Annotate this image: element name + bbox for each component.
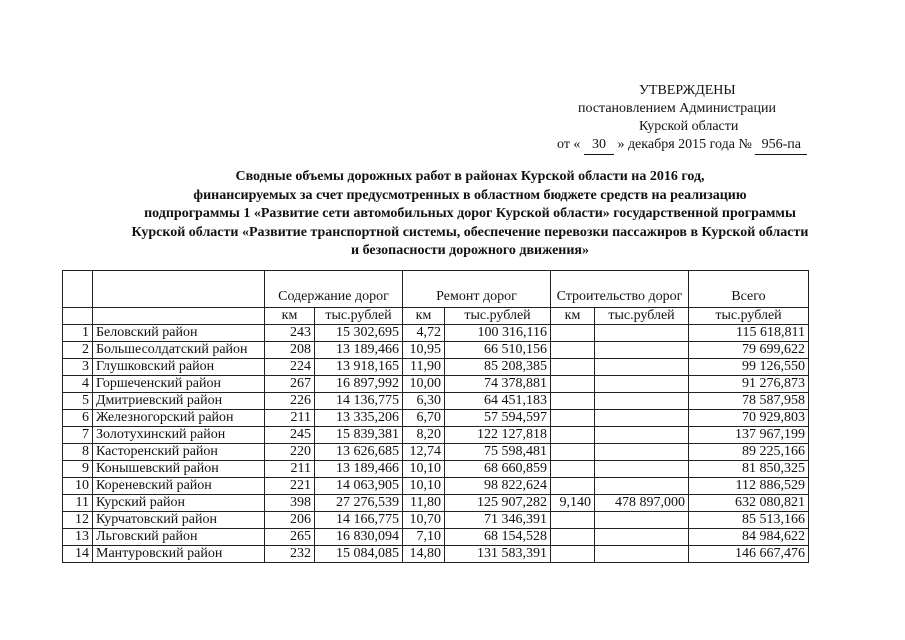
- header-construction: Строительство дорог: [551, 271, 689, 308]
- maintenance-km: 243: [265, 325, 315, 342]
- table-row: [63, 342, 809, 359]
- repair-km: 6,70: [403, 410, 445, 427]
- construction-rub: [595, 410, 689, 427]
- header-district-cell: [93, 271, 265, 308]
- unit-maintenance-rub: тыс.рублей: [315, 308, 403, 325]
- construction-rub: [595, 376, 689, 393]
- header-maintenance: Содержание дорог: [265, 271, 403, 308]
- maintenance-rub: 13 189,466: [315, 342, 403, 359]
- maintenance-km: 224: [265, 359, 315, 376]
- table-row: [63, 410, 809, 427]
- repair-km: 11,80: [403, 495, 445, 512]
- maintenance-km: 220: [265, 444, 315, 461]
- row-number: 7: [63, 427, 93, 444]
- maintenance-rub: 27 276,539: [315, 495, 403, 512]
- approval-date-day: 30: [584, 136, 614, 155]
- unit-construction-km: км: [551, 308, 595, 325]
- repair-km: 14,80: [403, 546, 445, 563]
- construction-rub: [595, 393, 689, 410]
- table-row: [63, 546, 809, 563]
- repair-rub: 57 594,597: [445, 410, 551, 427]
- construction-rub: [595, 546, 689, 563]
- title-line-4: Курской области «Развитие транспортной системы, обеспечение перевозки пассажиров в Курской области: [131, 224, 809, 240]
- table-row: [63, 529, 809, 546]
- construction-rub: [595, 478, 689, 495]
- repair-rub: 74 378,881: [445, 376, 551, 393]
- construction-rub: [595, 461, 689, 478]
- repair-rub: 68 154,528: [445, 529, 551, 546]
- row-number: 4: [63, 376, 93, 393]
- total-rub: 91 276,873: [689, 376, 809, 393]
- construction-rub: [595, 359, 689, 376]
- district-name: Кореневский район: [93, 478, 265, 495]
- row-number: 3: [63, 359, 93, 376]
- unit-repair-rub: тыс.рублей: [445, 308, 551, 325]
- construction-km: [551, 359, 595, 376]
- district-name: Беловский район: [93, 325, 265, 342]
- district-name: Курчатовский район: [93, 512, 265, 529]
- approval-resolution: постановлением Администрации: [578, 101, 776, 116]
- district-name: Льговский район: [93, 529, 265, 546]
- row-number: 8: [63, 444, 93, 461]
- row-number: 9: [63, 461, 93, 478]
- unit-number-cell: [63, 308, 93, 325]
- table-row: [63, 359, 809, 376]
- district-name: Мантуровский район: [93, 546, 265, 563]
- row-number: 10: [63, 478, 93, 495]
- construction-rub: [595, 512, 689, 529]
- total-rub: 84 984,622: [689, 529, 809, 546]
- table-row: [63, 427, 809, 444]
- row-number: 6: [63, 410, 93, 427]
- maintenance-rub: 15 084,085: [315, 546, 403, 563]
- construction-km: [551, 393, 595, 410]
- table-row: [63, 495, 809, 512]
- row-number: 13: [63, 529, 93, 546]
- approval-region: Курской области: [639, 119, 739, 134]
- repair-km: 12,74: [403, 444, 445, 461]
- repair-km: 8,20: [403, 427, 445, 444]
- approval-date-line: [545, 136, 845, 155]
- repair-km: 10,00: [403, 376, 445, 393]
- maintenance-rub: 16 830,094: [315, 529, 403, 546]
- unit-repair-km: км: [403, 308, 445, 325]
- repair-rub: 125 907,282: [445, 495, 551, 512]
- maintenance-rub: 15 302,695: [315, 325, 403, 342]
- construction-rub: 478 897,000: [595, 495, 689, 512]
- maintenance-km: 265: [265, 529, 315, 546]
- maintenance-km: 398: [265, 495, 315, 512]
- district-name: Глушковский район: [93, 359, 265, 376]
- construction-km: [551, 444, 595, 461]
- total-rub: 632 080,821: [689, 495, 809, 512]
- district-name: Конышевский район: [93, 461, 265, 478]
- total-rub: 89 225,166: [689, 444, 809, 461]
- repair-rub: 131 583,391: [445, 546, 551, 563]
- total-rub: 85 513,166: [689, 512, 809, 529]
- approval-date-prefix: от «: [557, 137, 581, 152]
- approval-date-middle: » декабря 2015 года №: [617, 137, 752, 152]
- title-line-5: и безопасности дорожного движения»: [351, 243, 589, 258]
- construction-km: [551, 461, 595, 478]
- total-rub: 81 850,325: [689, 461, 809, 478]
- table-group-header-row: [63, 271, 809, 308]
- row-number: 2: [63, 342, 93, 359]
- maintenance-km: 211: [265, 461, 315, 478]
- unit-maintenance-km: км: [265, 308, 315, 325]
- district-name: Железногорский район: [93, 410, 265, 427]
- maintenance-rub: 14 136,775: [315, 393, 403, 410]
- construction-km: [551, 478, 595, 495]
- total-rub: 137 967,199: [689, 427, 809, 444]
- title-line-1: Сводные объемы дорожных работ в районах Курской области на 2016 год,: [235, 169, 705, 184]
- total-rub: 112 886,529: [689, 478, 809, 495]
- district-name: Большесолдатский район: [93, 342, 265, 359]
- district-name: Золотухинский район: [93, 427, 265, 444]
- repair-km: 10,10: [403, 478, 445, 495]
- repair-rub: 98 822,624: [445, 478, 551, 495]
- table-row: [63, 325, 809, 342]
- construction-km: [551, 512, 595, 529]
- repair-rub: 100 316,116: [445, 325, 551, 342]
- table-row: [63, 461, 809, 478]
- construction-rub: [595, 342, 689, 359]
- row-number: 5: [63, 393, 93, 410]
- table-row: [63, 376, 809, 393]
- construction-km: [551, 529, 595, 546]
- maintenance-km: 232: [265, 546, 315, 563]
- repair-km: 10,10: [403, 461, 445, 478]
- maintenance-rub: 14 063,905: [315, 478, 403, 495]
- district-name: Курский район: [93, 495, 265, 512]
- construction-km: 9,140: [551, 495, 595, 512]
- repair-rub: 75 598,481: [445, 444, 551, 461]
- total-rub: 115 618,811: [689, 325, 809, 342]
- header-repair: Ремонт дорог: [403, 271, 551, 308]
- total-rub: 99 126,550: [689, 359, 809, 376]
- repair-km: 10,95: [403, 342, 445, 359]
- construction-rub: [595, 529, 689, 546]
- district-name: Дмитриевский район: [93, 393, 265, 410]
- unit-district-cell: [93, 308, 265, 325]
- construction-km: [551, 546, 595, 563]
- maintenance-rub: 13 918,165: [315, 359, 403, 376]
- construction-rub: [595, 325, 689, 342]
- maintenance-km: 221: [265, 478, 315, 495]
- construction-rub: [595, 444, 689, 461]
- total-rub: 70 929,803: [689, 410, 809, 427]
- maintenance-rub: 16 897,992: [315, 376, 403, 393]
- repair-rub: 64 451,183: [445, 393, 551, 410]
- repair-rub: 68 660,859: [445, 461, 551, 478]
- maintenance-rub: 14 166,775: [315, 512, 403, 529]
- total-rub: 79 699,622: [689, 342, 809, 359]
- approval-document-number: 956-па: [755, 136, 807, 155]
- repair-rub: 66 510,156: [445, 342, 551, 359]
- district-name: Касторенский район: [93, 444, 265, 461]
- table-row: [63, 444, 809, 461]
- maintenance-km: 226: [265, 393, 315, 410]
- title-line-2: финансируемых за счет предусмотренных в областном бюджете средств на реализацию: [193, 187, 747, 203]
- header-total: Всего: [689, 271, 809, 308]
- total-rub: 146 667,476: [689, 546, 809, 563]
- construction-km: [551, 325, 595, 342]
- row-number: 11: [63, 495, 93, 512]
- row-number: 1: [63, 325, 93, 342]
- unit-total-rub: тыс.рублей: [689, 308, 809, 325]
- maintenance-rub: 13 335,206: [315, 410, 403, 427]
- row-number: 12: [63, 512, 93, 529]
- table-unit-header-row: [63, 308, 809, 325]
- construction-km: [551, 427, 595, 444]
- table-body: [63, 271, 809, 563]
- repair-km: 11,90: [403, 359, 445, 376]
- repair-rub: 122 127,818: [445, 427, 551, 444]
- maintenance-km: 245: [265, 427, 315, 444]
- maintenance-rub: 15 839,381: [315, 427, 403, 444]
- unit-construction-rub: тыс.рублей: [595, 308, 689, 325]
- repair-rub: 85 208,385: [445, 359, 551, 376]
- construction-km: [551, 342, 595, 359]
- title-line-3: подпрограммы 1 «Развитие сети автомобильных дорог Курской области» государственной программы: [144, 206, 796, 221]
- repair-km: 7,10: [403, 529, 445, 546]
- construction-km: [551, 410, 595, 427]
- row-number: 14: [63, 546, 93, 563]
- district-name: Горшеченский район: [93, 376, 265, 393]
- document-title: [60, 168, 880, 261]
- table-row: [63, 512, 809, 529]
- total-rub: 78 587,958: [689, 393, 809, 410]
- maintenance-km: 211: [265, 410, 315, 427]
- maintenance-rub: 13 189,466: [315, 461, 403, 478]
- repair-km: 6,30: [403, 393, 445, 410]
- repair-km: 4,72: [403, 325, 445, 342]
- repair-rub: 71 346,391: [445, 512, 551, 529]
- construction-rub: [595, 427, 689, 444]
- header-number-cell: [63, 271, 93, 308]
- approval-heading: УТВЕРЖДЕНЫ: [639, 83, 736, 98]
- construction-km: [551, 376, 595, 393]
- repair-km: 10,70: [403, 512, 445, 529]
- table-row: [63, 478, 809, 495]
- approval-block: [545, 82, 845, 155]
- maintenance-km: 267: [265, 376, 315, 393]
- table-row: [63, 393, 809, 410]
- maintenance-rub: 13 626,685: [315, 444, 403, 461]
- maintenance-km: 208: [265, 342, 315, 359]
- maintenance-km: 206: [265, 512, 315, 529]
- road-works-table: [62, 270, 809, 563]
